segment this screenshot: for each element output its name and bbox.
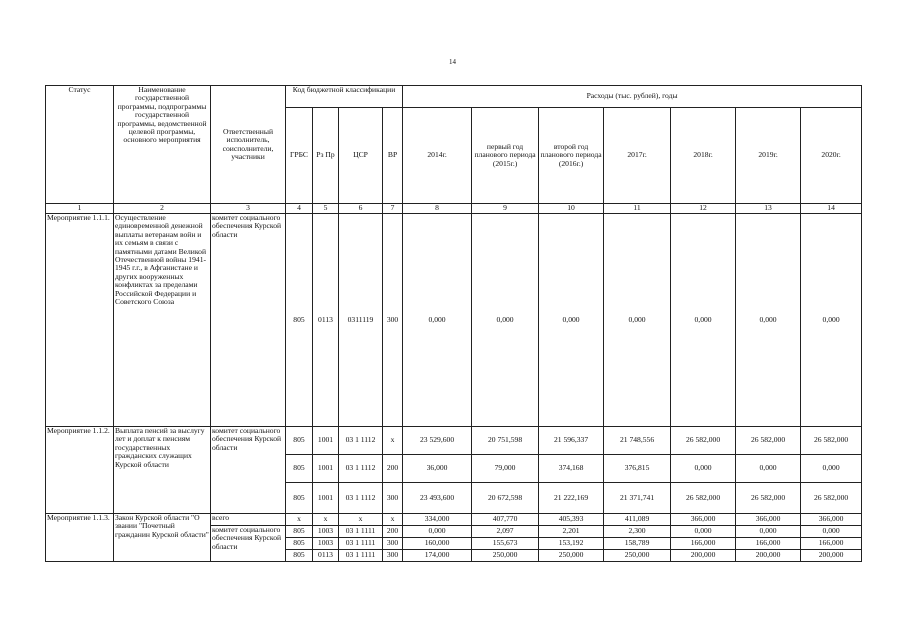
cell-grbs: 805 — [286, 455, 313, 483]
cell-value: 36,000 — [403, 455, 472, 483]
cell-value: 376,815 — [604, 455, 671, 483]
cell-value: 20 672,598 — [472, 483, 539, 514]
cell-value: 26 582,000 — [671, 427, 736, 455]
cell-value: 26 582,000 — [801, 427, 862, 455]
header-2015: первый год планового периода (2015г.) — [472, 108, 539, 204]
row-status: Мероприятие 1.1.2. — [46, 427, 114, 514]
header-2020: 2020г. — [801, 108, 862, 204]
cell-value: 0,000 — [736, 214, 801, 427]
row-status: Мероприятие 1.1.1. — [46, 214, 114, 427]
cell-value: 21 748,556 — [604, 427, 671, 455]
row-status: Мероприятие 1.1.3. — [46, 514, 114, 562]
cell-grbs: 805 — [286, 214, 313, 427]
cell-rzpr: 1003 — [313, 538, 339, 550]
cell-value: 0,000 — [403, 214, 472, 427]
cell-value: 166,000 — [671, 538, 736, 550]
cell-value: 407,770 — [472, 514, 539, 526]
header-2019: 2019г. — [736, 108, 801, 204]
cell-value: 250,000 — [604, 550, 671, 562]
cell-value: 158,789 — [604, 538, 671, 550]
cell-value: 0,000 — [801, 214, 862, 427]
cell-value: 0,000 — [671, 455, 736, 483]
cell-csr: 03 1 1111 — [339, 526, 383, 538]
cell-csr: 03 1 1112 — [339, 483, 383, 514]
cell-value: 0,000 — [801, 455, 862, 483]
col-index: 10 — [539, 204, 604, 214]
cell-value: 26 582,000 — [801, 483, 862, 514]
cell-value: 26 582,000 — [736, 483, 801, 514]
cell-grbs: 805 — [286, 427, 313, 455]
cell-value: 0,000 — [801, 526, 862, 538]
cell-value: 2,300 — [604, 526, 671, 538]
cell-rzpr: х — [313, 514, 339, 526]
cell-value: 2,201 — [539, 526, 604, 538]
header-executor: Ответственный исполнитель, соисполнители, участники — [211, 86, 286, 204]
cell-value: 160,000 — [403, 538, 472, 550]
cell-csr: 03 1 1112 — [339, 427, 383, 455]
row-executor-all: всего — [211, 514, 286, 526]
header-2018: 2018г. — [671, 108, 736, 204]
cell-value: 200,000 — [801, 550, 862, 562]
header-status: Статус — [46, 86, 114, 204]
col-index: 14 — [801, 204, 862, 214]
cell-value: 26 582,000 — [736, 427, 801, 455]
cell-rzpr: 1001 — [313, 483, 339, 514]
cell-grbs: 805 — [286, 550, 313, 562]
cell-vr: х — [383, 514, 403, 526]
cell-vr: 200 — [383, 526, 403, 538]
col-index: 3 — [211, 204, 286, 214]
cell-csr: 03 1 1112 — [339, 455, 383, 483]
cell-value: 153,192 — [539, 538, 604, 550]
cell-value: 23 529,600 — [403, 427, 472, 455]
cell-value: 23 493,600 — [403, 483, 472, 514]
header-grbs: ГРБС — [286, 108, 313, 204]
cell-value: 0,000 — [671, 214, 736, 427]
cell-value: 21 596,337 — [539, 427, 604, 455]
cell-vr: х — [383, 427, 403, 455]
row-name: Осуществление единовременной денежной выплаты ветеранам войн и их семьям в связи с памятными датами Великой Отечественной войны 1941-1945 г.г., в Афганистане и других вооруженных конфликтах за пределами Российской Федерации и Советского Союза — [114, 214, 211, 427]
col-index: 7 — [383, 204, 403, 214]
cell-value: 334,000 — [403, 514, 472, 526]
table-row — [46, 427, 862, 455]
cell-grbs: х — [286, 514, 313, 526]
cell-value: 366,000 — [801, 514, 862, 526]
budget-table — [45, 85, 862, 562]
cell-grbs: 805 — [286, 483, 313, 514]
header-2017: 2017г. — [604, 108, 671, 204]
header-budget-code: Код бюджетной классификации — [286, 86, 403, 108]
cell-value: 366,000 — [671, 514, 736, 526]
col-index: 2 — [114, 204, 211, 214]
cell-value: 166,000 — [801, 538, 862, 550]
cell-grbs: 805 — [286, 526, 313, 538]
row-executor: комитет социального обеспечения Курской области — [211, 214, 286, 427]
cell-vr: 300 — [383, 538, 403, 550]
cell-csr: 03 1 1111 — [339, 538, 383, 550]
cell-value: 250,000 — [539, 550, 604, 562]
col-index: 9 — [472, 204, 539, 214]
cell-value: 21 371,741 — [604, 483, 671, 514]
column-index-row — [46, 204, 862, 214]
row-name: Закон Курской области "О звании "Почетный гражданин Курской области" — [114, 514, 211, 562]
cell-value: 366,000 — [736, 514, 801, 526]
row-executor: комитет социального обеспечения Курской области — [211, 526, 286, 562]
cell-value: 0,000 — [736, 455, 801, 483]
table-row — [46, 214, 862, 427]
cell-value: 405,393 — [539, 514, 604, 526]
page-number: 14 — [449, 58, 456, 66]
table-row — [46, 514, 862, 526]
cell-vr: 300 — [383, 483, 403, 514]
cell-value: 0,000 — [671, 526, 736, 538]
cell-value: 174,000 — [403, 550, 472, 562]
cell-rzpr: 0113 — [313, 214, 339, 427]
cell-value: 0,000 — [736, 526, 801, 538]
col-index: 8 — [403, 204, 472, 214]
cell-rzpr: 0113 — [313, 550, 339, 562]
row-name: Выплата пенсий за выслугу лет и доплат к пенсиям государственных гражданских служащих Курской области — [114, 427, 211, 514]
cell-vr: 300 — [383, 214, 403, 427]
cell-value: 0,000 — [604, 214, 671, 427]
cell-value: 166,000 — [736, 538, 801, 550]
col-index: 4 — [286, 204, 313, 214]
cell-rzpr: 1003 — [313, 526, 339, 538]
header-expenses: Расходы (тыс. рублей), годы — [403, 86, 862, 108]
cell-vr: 200 — [383, 455, 403, 483]
cell-value: 0,000 — [539, 214, 604, 427]
header-2016: второй год планового периода (2016г.) — [539, 108, 604, 204]
col-index: 12 — [671, 204, 736, 214]
header-name: Наименование государственной программы, подпрограммы государственной программы, ведомственной целевой программы, основного мероприятия — [114, 86, 211, 204]
cell-value: 26 582,000 — [671, 483, 736, 514]
header-row — [46, 86, 862, 108]
cell-value: 21 222,169 — [539, 483, 604, 514]
header-csr: ЦСР — [339, 108, 383, 204]
cell-value: 79,000 — [472, 455, 539, 483]
cell-vr: 300 — [383, 550, 403, 562]
cell-value: 250,000 — [472, 550, 539, 562]
cell-value: 155,673 — [472, 538, 539, 550]
col-index: 1 — [46, 204, 114, 214]
cell-value: 20 751,598 — [472, 427, 539, 455]
cell-value: 374,168 — [539, 455, 604, 483]
cell-value: 0,000 — [403, 526, 472, 538]
cell-csr: 03 1 1111 — [339, 550, 383, 562]
col-index: 5 — [313, 204, 339, 214]
cell-value: 411,089 — [604, 514, 671, 526]
col-index: 6 — [339, 204, 383, 214]
cell-csr: 0311119 — [339, 214, 383, 427]
cell-rzpr: 1001 — [313, 427, 339, 455]
header-vr: ВР — [383, 108, 403, 204]
cell-value: 0,000 — [472, 214, 539, 427]
header-2014: 2014г. — [403, 108, 472, 204]
cell-value: 200,000 — [736, 550, 801, 562]
cell-value: 200,000 — [671, 550, 736, 562]
col-index: 13 — [736, 204, 801, 214]
header-rzpr: Рз Пр — [313, 108, 339, 204]
row-executor: комитет социального обеспечения Курской области — [211, 427, 286, 514]
cell-rzpr: 1001 — [313, 455, 339, 483]
cell-csr: х — [339, 514, 383, 526]
cell-grbs: 805 — [286, 538, 313, 550]
cell-value: 2,097 — [472, 526, 539, 538]
col-index: 11 — [604, 204, 671, 214]
